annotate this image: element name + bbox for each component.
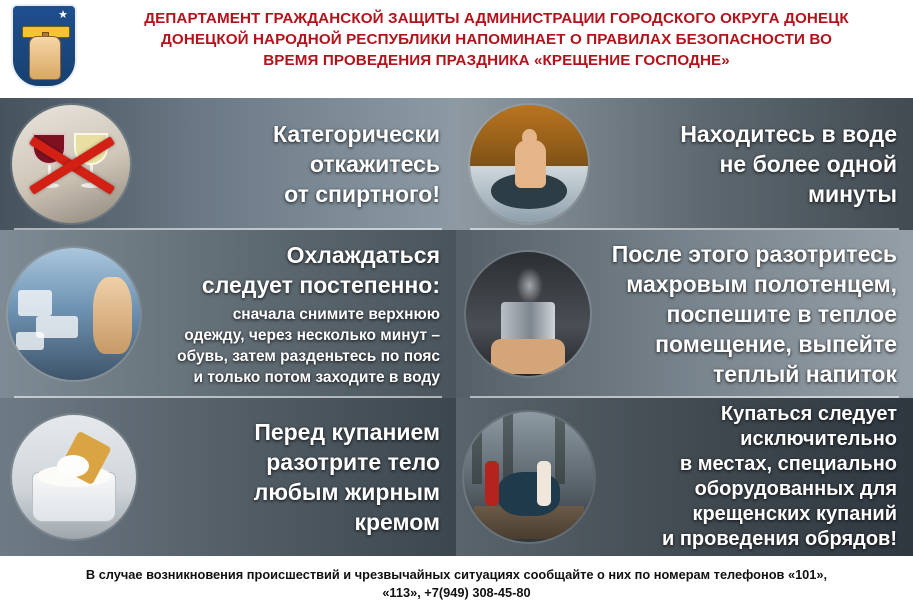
footer-line-2: «113», +7(949) 308-45-80 — [382, 584, 531, 600]
tip-line: и проведения обрядов! — [662, 528, 897, 550]
wine-glasses-crossed-photo — [12, 105, 130, 223]
tip-caption-towel-drink — [590, 239, 913, 389]
tip-detail-line: и только потом заходите в воду — [193, 369, 440, 386]
tip-line: от спиртного! — [284, 181, 440, 207]
steaming-mug-in-hand-photo — [466, 252, 590, 376]
footer-line-1: В случае возникновения происшествий и чрезвычайных ситуациях сообщайте о них по номерам телефонов «101», — [85, 566, 828, 582]
tip-line: не более одной — [719, 151, 897, 177]
star-icon: ★ — [58, 9, 68, 21]
cream-jar-photo — [12, 415, 136, 539]
tip-line: поспешите в теплое — [666, 301, 897, 327]
card-divider — [14, 228, 442, 230]
ice-and-bare-feet-photo — [8, 248, 140, 380]
header-title-block — [88, 0, 913, 71]
tip-line: махровым полотенцем, — [626, 271, 897, 297]
tips-grid — [0, 98, 913, 556]
tip-line: следует постепенно: — [201, 272, 440, 298]
tip-line: Охлаждаться — [286, 242, 440, 268]
tip-card-alcohol — [0, 98, 456, 230]
card-divider — [14, 396, 442, 398]
civil-defense-emblem — [0, 0, 88, 98]
ice-hole-with-people-photo — [464, 412, 594, 542]
tip-line: Категорически — [273, 121, 440, 147]
tip-caption-water-time — [588, 119, 913, 209]
tip-detail-line: сначала снимите верхнюю — [232, 306, 440, 323]
card-divider — [470, 396, 899, 398]
header-title-line-3: ВРЕМЯ ПРОВЕДЕНИЯ ПРАЗДНИКА «КРЕЩЕНИЕ ГОСПОДНЕ» — [263, 52, 730, 69]
tip-card-equipped-places — [456, 398, 913, 556]
tip-card-towel-drink — [456, 230, 913, 398]
tip-card-cream — [0, 398, 456, 556]
header-title-line-2: ДОНЕЦКОЙ НАРОДНОЙ РЕСПУБЛИКИ НАПОМИНАЕТ О ПРАВИЛАХ БЕЗОПАСНОСТИ ВО — [161, 31, 832, 48]
tips-column-right — [456, 98, 913, 556]
tip-detail-line: одежду, через несколько минут – — [184, 327, 440, 344]
tip-caption-cooling — [140, 240, 456, 388]
tip-line: любым жирным — [253, 479, 440, 505]
tip-line: разотрите тело — [266, 449, 440, 475]
tips-column-left — [0, 98, 456, 556]
tip-line: помещение, выпейте — [655, 331, 897, 357]
poster-header — [0, 0, 913, 98]
tip-line: в местах, специально — [679, 453, 897, 475]
tip-line: теплый напиток — [713, 361, 897, 387]
tip-line: крещенских купаний — [692, 503, 897, 525]
card-divider — [470, 228, 899, 230]
header-title-line-1: ДЕПАРТАМЕНТ ГРАЖДАНСКОЙ ЗАЩИТЫ АДМИНИСТРАЦИИ ГОРОДСКОГО ОКРУГА ДОНЕЦК — [144, 10, 849, 27]
swimmer-in-ice-hole-photo — [470, 105, 588, 223]
tip-line: откажитесь — [309, 151, 440, 177]
tip-caption-cream — [136, 417, 456, 537]
tip-line: После этого разотритесь — [611, 241, 897, 267]
tip-line: Находитесь в воде — [680, 121, 897, 147]
poster-footer — [0, 556, 913, 611]
tip-caption-alcohol — [130, 119, 456, 209]
tip-line: кремом — [354, 509, 440, 535]
tip-line: Купаться следует — [720, 403, 897, 425]
tip-card-water-time — [456, 98, 913, 230]
tip-caption-equipped-places — [594, 402, 913, 552]
tip-line: минуты — [807, 181, 897, 207]
tip-line: Перед купанием — [254, 419, 440, 445]
tip-line: оборудованных для — [694, 478, 897, 500]
tip-line: исключительно — [740, 428, 897, 450]
tip-card-cooling — [0, 230, 456, 398]
tip-detail-line: обувь, затем разденьтесь по пояс — [177, 348, 440, 365]
